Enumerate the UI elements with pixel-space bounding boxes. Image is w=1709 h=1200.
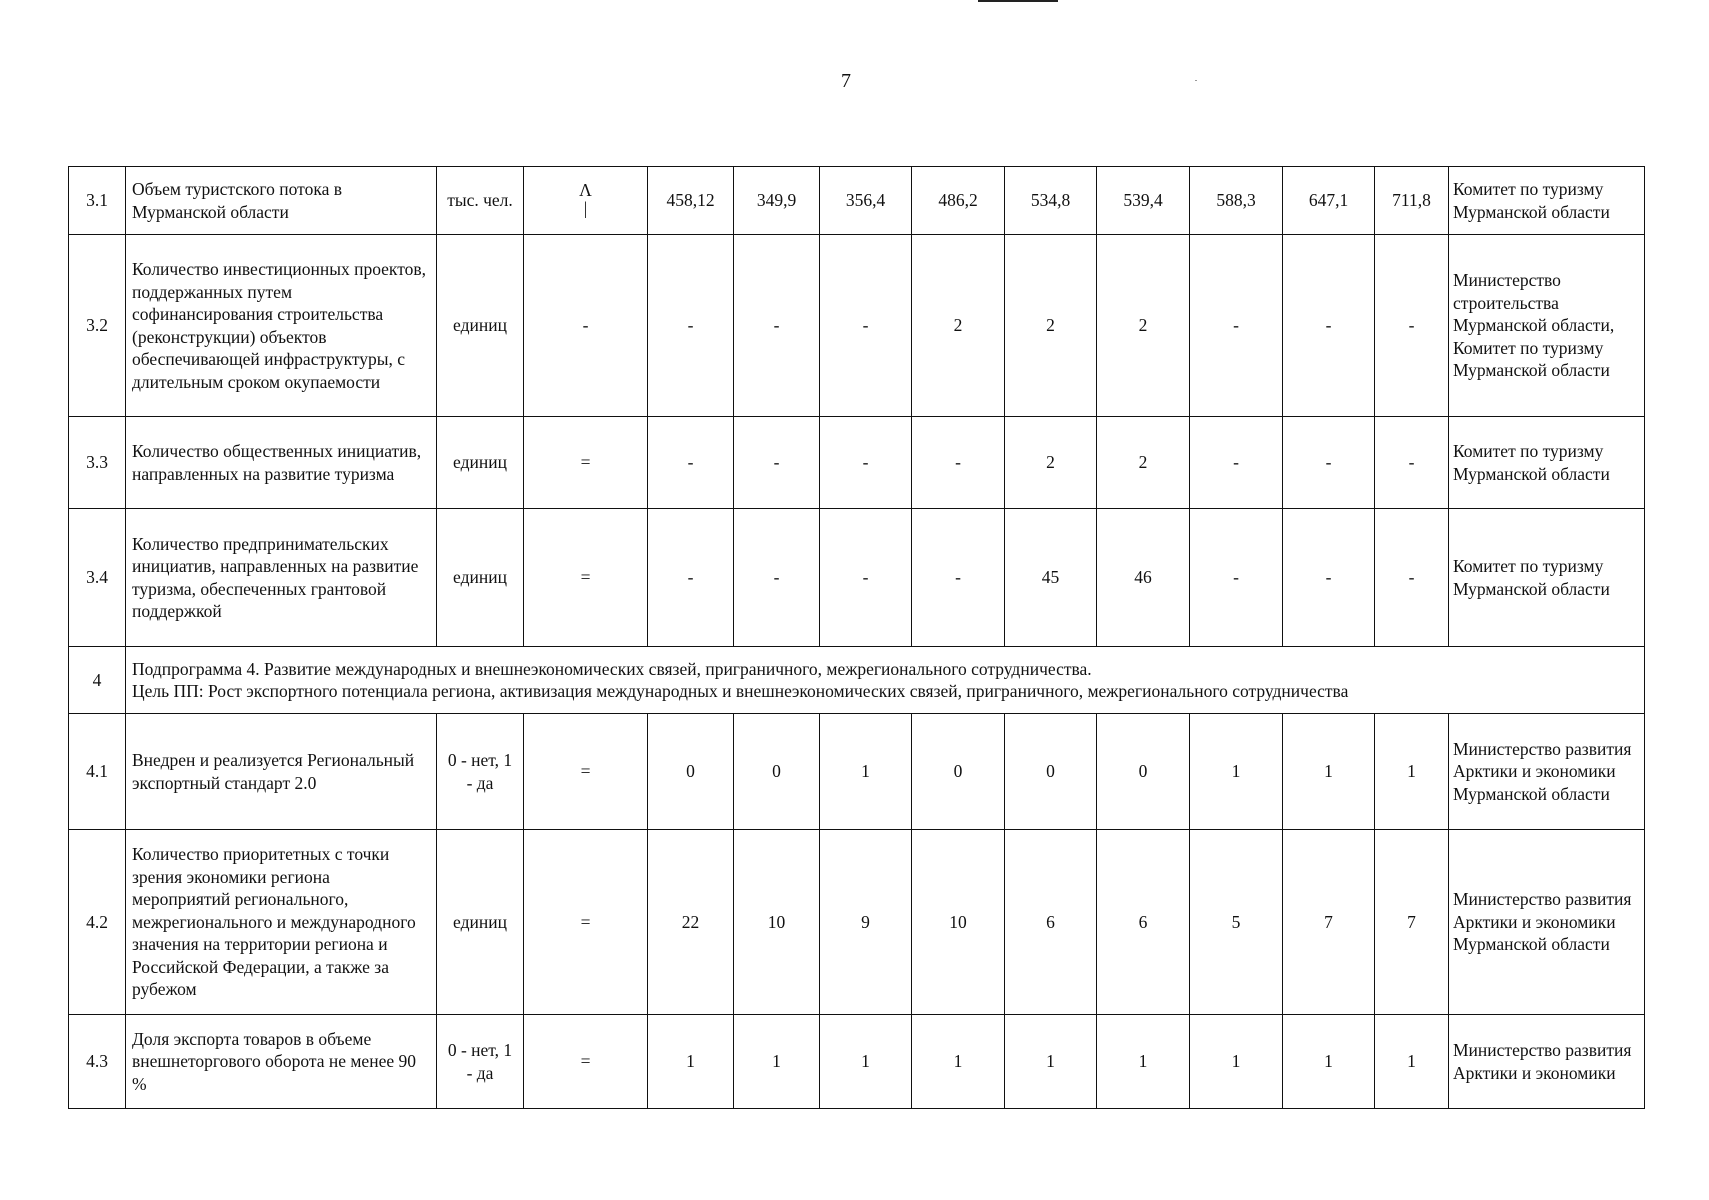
value-cell: - xyxy=(1190,235,1283,417)
direction-cell: = xyxy=(524,714,648,830)
unit-cell: единиц xyxy=(437,830,524,1015)
unit-cell: единиц xyxy=(437,509,524,647)
unit-cell: единиц xyxy=(437,235,524,417)
value-cell: - xyxy=(820,417,912,509)
value-cell: 0 xyxy=(912,714,1005,830)
value-cell: - xyxy=(1375,417,1449,509)
value-cell: 356,4 xyxy=(820,167,912,235)
table-row xyxy=(69,417,1645,509)
value-cell: 46 xyxy=(1097,509,1190,647)
value-cell: - xyxy=(1283,417,1375,509)
table-row xyxy=(69,509,1645,647)
value-cell: 1 xyxy=(820,1015,912,1109)
value-cell: 2 xyxy=(1005,235,1097,417)
scan-dot xyxy=(1195,80,1197,81)
value-cell: - xyxy=(912,417,1005,509)
table-row xyxy=(69,235,1645,417)
value-cell: - xyxy=(1283,509,1375,647)
table-row xyxy=(69,714,1645,830)
indicator-name: Количество общественных инициатив, направленных на развитие туризма xyxy=(126,417,437,509)
value-cell: 1 xyxy=(1375,714,1449,830)
value-cell: 1 xyxy=(1005,1015,1097,1109)
value-cell: - xyxy=(820,509,912,647)
direction-cell: = xyxy=(524,1015,648,1109)
responsible-cell: Министерство развития Арктики и экономики Мурманской области xyxy=(1449,714,1645,830)
value-cell: - xyxy=(912,509,1005,647)
table-row xyxy=(69,167,1645,235)
row-number: 4.2 xyxy=(69,830,126,1015)
direction-cell: = xyxy=(524,830,648,1015)
value-cell: - xyxy=(820,235,912,417)
table-row xyxy=(69,830,1645,1015)
value-cell: 1 xyxy=(1097,1015,1190,1109)
value-cell: 2 xyxy=(1005,417,1097,509)
value-cell: - xyxy=(1283,235,1375,417)
value-cell: 22 xyxy=(648,830,734,1015)
row-number: 4.1 xyxy=(69,714,126,830)
unit-cell: единиц xyxy=(437,417,524,509)
value-cell: 1 xyxy=(1283,1015,1375,1109)
value-cell: 1 xyxy=(1190,714,1283,830)
responsible-cell: Комитет по туризму Мурманской области xyxy=(1449,509,1645,647)
value-cell: 2 xyxy=(912,235,1005,417)
row-number: 3.1 xyxy=(69,167,126,235)
value-cell: 711,8 xyxy=(1375,167,1449,235)
value-cell: 647,1 xyxy=(1283,167,1375,235)
value-cell: 0 xyxy=(1097,714,1190,830)
subprogram-title: Подпрограмма 4. Развитие международных и внешнеэкономических связей, приграничного, межрегионального сотрудничества. xyxy=(132,658,1092,679)
direction-cell xyxy=(524,167,648,235)
subprogram-cell xyxy=(126,647,1645,714)
value-cell: 486,2 xyxy=(912,167,1005,235)
responsible-cell: Министерство строительства Мурманской области, Комитет по туризму Мурманской области xyxy=(1449,235,1645,417)
unit-cell: тыс. чел. xyxy=(437,167,524,235)
indicator-name: Внедрен и реализуется Региональный экспортный стандарт 2.0 xyxy=(126,714,437,830)
value-cell: - xyxy=(734,417,820,509)
value-cell: 2 xyxy=(1097,417,1190,509)
direction-cell: = xyxy=(524,509,648,647)
direction-cell: = xyxy=(524,417,648,509)
row-number: 3.4 xyxy=(69,509,126,647)
value-cell: 1 xyxy=(734,1015,820,1109)
value-cell: - xyxy=(734,509,820,647)
value-cell: 534,8 xyxy=(1005,167,1097,235)
value-cell: 458,12 xyxy=(648,167,734,235)
value-cell: 5 xyxy=(1190,830,1283,1015)
responsible-cell: Комитет по туризму Мурманской области xyxy=(1449,167,1645,235)
value-cell: 1 xyxy=(1375,1015,1449,1109)
top-edge-mark xyxy=(978,0,1058,2)
indicator-name: Объем туристского потока в Мурманской области xyxy=(126,167,437,235)
value-cell: - xyxy=(734,235,820,417)
row-number: 3.2 xyxy=(69,235,126,417)
value-cell: 0 xyxy=(648,714,734,830)
value-cell: 1 xyxy=(1190,1015,1283,1109)
value-cell: 7 xyxy=(1283,830,1375,1015)
row-number: 3.3 xyxy=(69,417,126,509)
indicator-name: Количество предпринимательских инициатив, направленных на развитие туризма, обеспеченных грантовой поддержкой xyxy=(126,509,437,647)
value-cell: - xyxy=(1190,509,1283,647)
direction-symbol: Λ | xyxy=(579,180,592,219)
indicator-name: Доля экспорта товаров в объеме внешнеторгового оборота не менее 90 % xyxy=(126,1015,437,1109)
value-cell: 1 xyxy=(820,714,912,830)
unit-cell: 0 - нет, 1 - да xyxy=(437,1015,524,1109)
value-cell: 349,9 xyxy=(734,167,820,235)
value-cell: 1 xyxy=(1283,714,1375,830)
value-cell: 10 xyxy=(912,830,1005,1015)
subprogram-row xyxy=(69,647,1645,714)
value-cell: 1 xyxy=(648,1015,734,1109)
row-number: 4 xyxy=(69,647,126,714)
value-cell: 7 xyxy=(1375,830,1449,1015)
value-cell: 45 xyxy=(1005,509,1097,647)
responsible-cell: Министерство развития Арктики и экономики xyxy=(1449,1015,1645,1109)
value-cell: - xyxy=(1190,417,1283,509)
value-cell: 10 xyxy=(734,830,820,1015)
value-cell: 0 xyxy=(734,714,820,830)
value-cell: 2 xyxy=(1097,235,1190,417)
value-cell: - xyxy=(648,235,734,417)
indicator-name: Количество приоритетных с точки зрения экономики региона мероприятий регионального, межрегионального и международного значения на территории региона и Российской Федерации, а также за рубежом xyxy=(126,830,437,1015)
value-cell: 6 xyxy=(1097,830,1190,1015)
value-cell: 588,3 xyxy=(1190,167,1283,235)
value-cell: - xyxy=(1375,509,1449,647)
value-cell: - xyxy=(1375,235,1449,417)
unit-cell: 0 - нет, 1 - да xyxy=(437,714,524,830)
value-cell: 6 xyxy=(1005,830,1097,1015)
value-cell: - xyxy=(648,417,734,509)
responsible-cell: Министерство развития Арктики и экономики Мурманской области xyxy=(1449,830,1645,1015)
value-cell: 9 xyxy=(820,830,912,1015)
responsible-cell: Комитет по туризму Мурманской области xyxy=(1449,417,1645,509)
direction-cell: - xyxy=(524,235,648,417)
indicator-name: Количество инвестиционных проектов, поддержанных путем софинансирования строительства (реконструкции) объектов обеспечивающей инфраструктуры, с длительным сроком окупаемости xyxy=(126,235,437,417)
value-cell: - xyxy=(648,509,734,647)
value-cell: 1 xyxy=(912,1015,1005,1109)
subprogram-goal: Цель ПП: Рост экспортного потенциала региона, активизация международных и внешнеэкономических связей, приграничного, межрегионального сотрудничества xyxy=(132,681,1349,701)
table-row xyxy=(69,1015,1645,1109)
value-cell: 539,4 xyxy=(1097,167,1190,235)
row-number: 4.3 xyxy=(69,1015,126,1109)
page-number: 7 xyxy=(841,70,851,92)
value-cell: 0 xyxy=(1005,714,1097,830)
indicators-table xyxy=(68,166,1645,1109)
